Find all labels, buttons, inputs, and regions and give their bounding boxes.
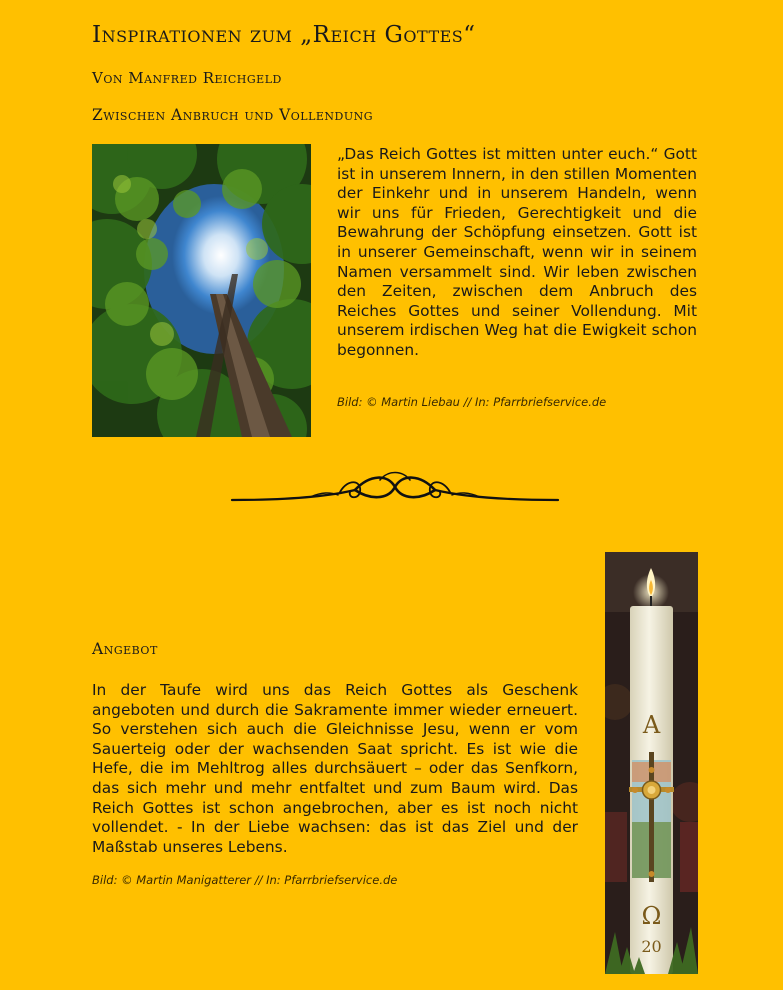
section-heading-angebot: Angebot	[92, 640, 158, 658]
section2-body-text: In der Taufe wird uns das Reich Gottes als Geschenk angeboten und durch die Sakramente immer wieder erneuert. So verstehen sich auch die Gleichnisse Jesu, wenn er vom Sauerteig oder der wachsenden Saat spricht. Es ist wie die Hefe, die im Mehltrog alles durchsäuert – oder das Senfkorn, das sich mehr und mehr entfaltet und zum Baum wird. Das Reich Gottes ist schon angebrochen, aber es ist noch nicht vollendet. - In der Liebe wachsen: das ist das Ziel und der Maßstab unseres Lebens.	[92, 681, 578, 856]
candle-omega-text: Ω	[641, 902, 662, 930]
author-byline: Von Manfred Reichgeld	[92, 69, 282, 87]
candle-year-text: 20	[641, 937, 662, 956]
forest-canopy-photo	[92, 144, 311, 437]
section1-body-text: „Das Reich Gottes ist mitten unter euch.“ Gott ist in unserem Innern, in den stillen Momenten der Einkehr und in unserem Handeln, wenn wir uns für Frieden, Gerechtigkeit und die Bewahrung der Schöpfung einsetzen. Gott ist in unserer Gemeinschaft, wenn wir in seinem Namen versammelt sind. Wir leben zwischen den Zeiten, zwischen dem Anbruch des Reiches Gottes und seiner Vollendung. Mit unserem irdischen Weg hat die Ewigkeit schon begonnen.	[337, 145, 697, 359]
section1-photo-credit: Bild: © Martin Liebau // In: Pfarrbriefservice.de	[337, 395, 607, 409]
page-title: Inspirationen zum „Reich Gottes“	[92, 22, 476, 48]
section-heading-anbruch: Zwischen Anbruch und Vollendung	[92, 106, 374, 124]
candle-alpha-text: A	[642, 711, 661, 739]
easter-candle-photo	[605, 552, 698, 974]
section2-photo-credit: Bild: © Martin Manigatterer // In: Pfarrbriefservice.de	[92, 873, 398, 887]
decorative-divider-ornament	[230, 466, 560, 508]
